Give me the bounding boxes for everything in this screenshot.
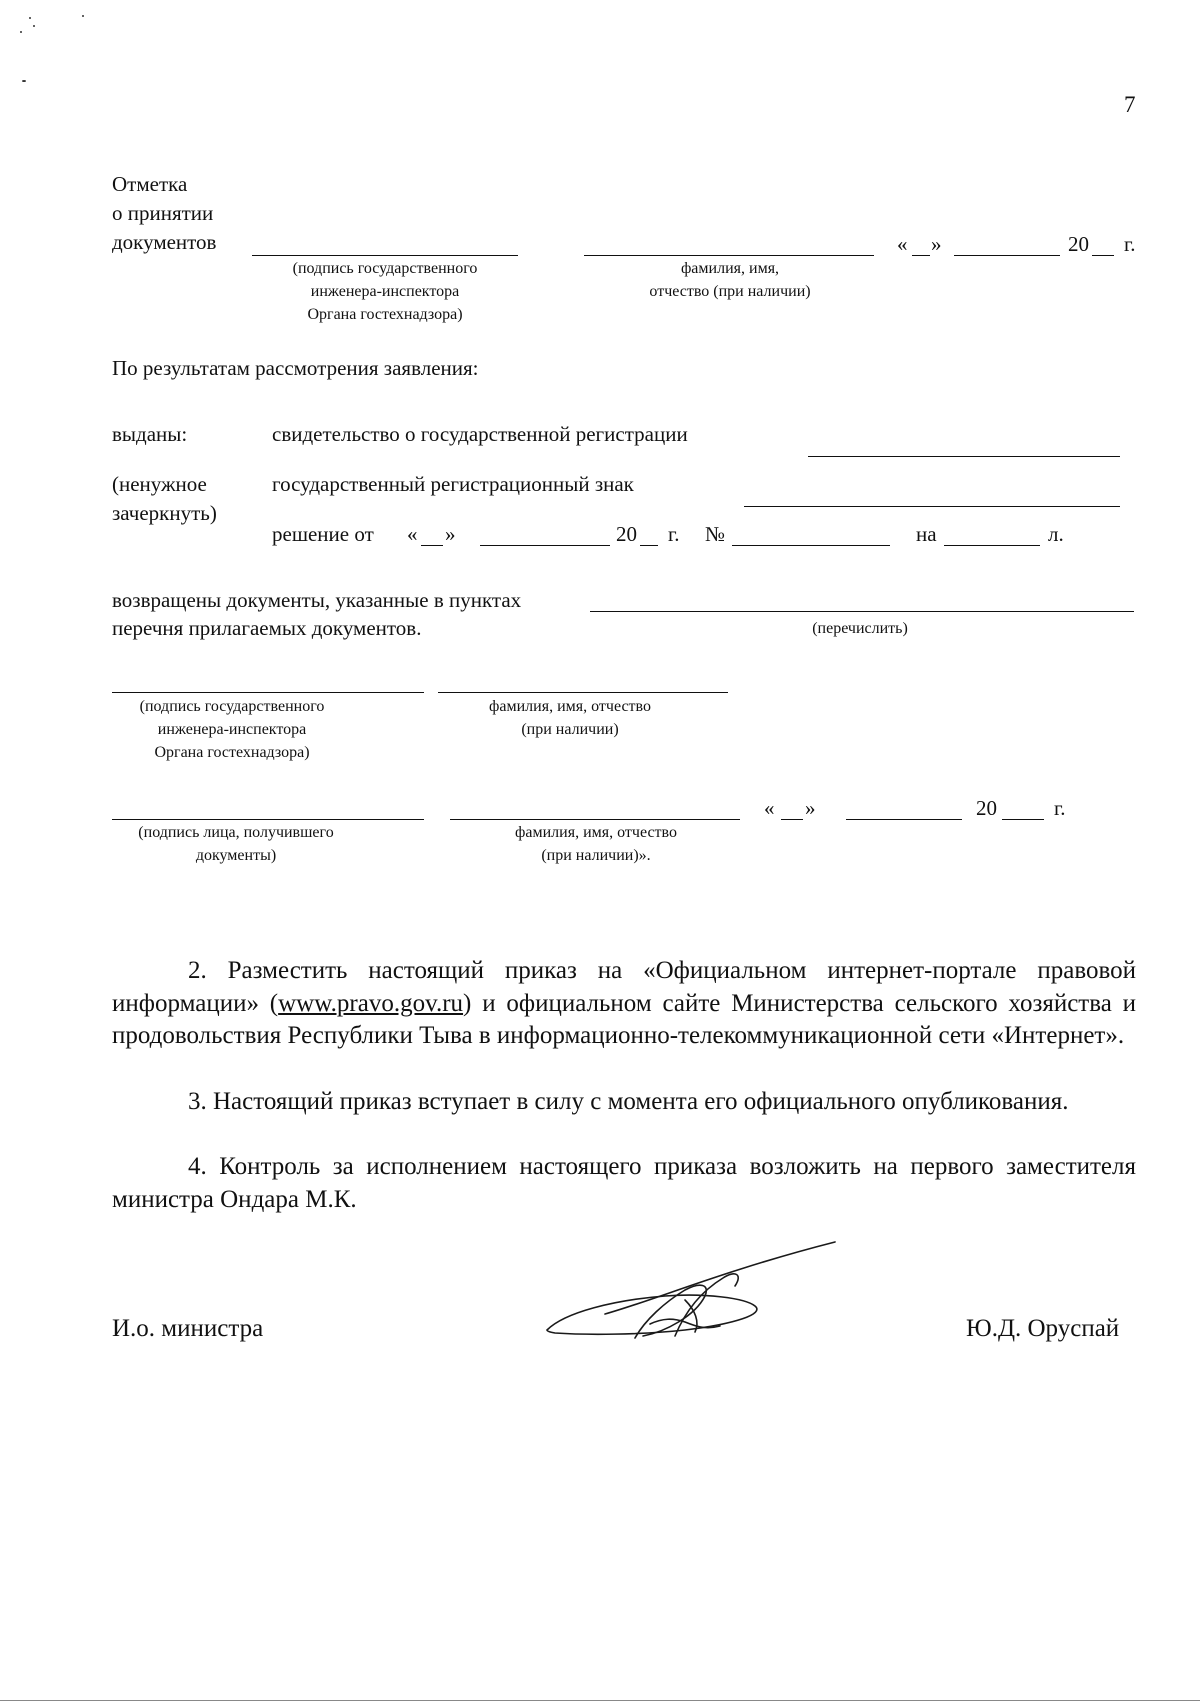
receipt-month-blank [954, 255, 1060, 256]
scan-speck [82, 15, 84, 17]
receipt-label-line: о принятии [112, 201, 214, 225]
signatory-position: И.о. министра [112, 1315, 264, 1342]
scan-speck [20, 31, 22, 33]
inspector-name-line [438, 692, 728, 693]
recipient-name-caption: фамилия, имя, отчество (при наличии)». [515, 824, 677, 864]
decision-year-suffix: г. [668, 522, 680, 546]
scan-bottom-edge [0, 1700, 1200, 1701]
paragraph-4: 4. Контроль за исполнением настоящего приказа возложить на первого заместителя министра Ондара М.К. [112, 1153, 1136, 1213]
returned-line2: перечня прилагаемых документов. [112, 616, 422, 640]
issued-item-plate: государственный регистрационный знак [272, 472, 634, 496]
issued-item-certificate: свидетельство о государственной регистрации [272, 422, 688, 446]
decision-year-prefix: 20 [616, 522, 637, 546]
scan-speck [29, 17, 31, 19]
receipt-name-line [584, 255, 874, 256]
issued-label: выданы: [112, 422, 188, 446]
handwritten-signature [545, 1240, 845, 1360]
decision-day-blank [421, 545, 443, 546]
recipient-name-line [450, 819, 740, 820]
decision-month-blank [480, 545, 610, 546]
recipient-date-open: « [764, 796, 775, 820]
recipient-year-suffix: г. [1054, 796, 1066, 820]
decision-on: на [916, 522, 937, 546]
issued-item-certificate-line [808, 456, 1120, 457]
decision-pages-suffix: л. [1048, 522, 1064, 546]
receipt-label-line: Отметка [112, 172, 188, 196]
recipient-year-prefix: 20 [976, 796, 997, 820]
decision-number-blank [732, 545, 890, 546]
scan-speck [22, 80, 26, 82]
decision-number-sign: № [705, 522, 726, 546]
decision-date-close: » [445, 522, 456, 546]
receipt-year-prefix: 20 [1068, 232, 1089, 256]
decision-date-open: « [407, 522, 418, 546]
receipt-name-caption: фамилия, имя, отчество (при наличии) [649, 260, 811, 300]
results-heading: По результатам рассмотрения заявления: [112, 356, 479, 380]
receipt-signature-caption: (подпись государственного инженера-инспектора Органа гостехнадзора) [292, 260, 478, 323]
receipt-label-line: документов [112, 230, 217, 254]
receipt-signature-line [252, 255, 518, 256]
paragraph-2: 2. Разместить настоящий приказ на «Официальном интернет-портале правовой информации» (www.pravo.gov.ru) и официальном сайте Министерства сельского хозяйства и продовольствия Республики Тыва в информационно-телекоммуникационной сети «Интернет». [112, 957, 1136, 1049]
page-number: 7 [1124, 92, 1136, 117]
receipt-year-suffix: г. [1124, 232, 1136, 256]
returned-list-caption: (перечислить) [812, 620, 908, 637]
issued-item-plate-line [744, 506, 1120, 507]
inspector-name-caption: фамилия, имя, отчество (при наличии) [489, 698, 651, 738]
issued-note-line: зачеркнуть) [112, 501, 217, 525]
recipient-signature-caption: (подпись лица, получившего документы) [138, 824, 334, 864]
recipient-day-blank [781, 819, 803, 820]
issued-note-line: (ненужное [112, 472, 207, 496]
receipt-day-blank [912, 255, 930, 256]
recipient-date-close: » [805, 796, 816, 820]
decision-prefix: решение от [272, 522, 374, 546]
receipt-year-blank [1092, 255, 1114, 256]
pravo-link[interactable]: www.pravo.gov.ru [278, 989, 464, 1017]
decision-pages-blank [944, 545, 1040, 546]
receipt-date-open: « [897, 232, 908, 256]
scan-speck [33, 25, 35, 27]
recipient-month-blank [846, 819, 962, 820]
returned-line1: возвращены документы, указанные в пунктах [112, 588, 522, 612]
receipt-date-close: » [931, 232, 942, 256]
recipient-year-blank [1002, 819, 1044, 820]
returned-list-line [590, 611, 1134, 612]
decision-year-blank [640, 545, 658, 546]
inspector-signature-caption: (подпись государственного инженера-инспектора Органа гостехнадзора) [139, 698, 325, 761]
signatory-name: Ю.Д. Оруспай [966, 1315, 1120, 1342]
paragraph-3: 3. Настоящий приказ вступает в силу с момента его официального опубликования. [188, 1088, 1069, 1115]
recipient-signature-line [112, 819, 424, 820]
inspector-signature-line [112, 692, 424, 693]
